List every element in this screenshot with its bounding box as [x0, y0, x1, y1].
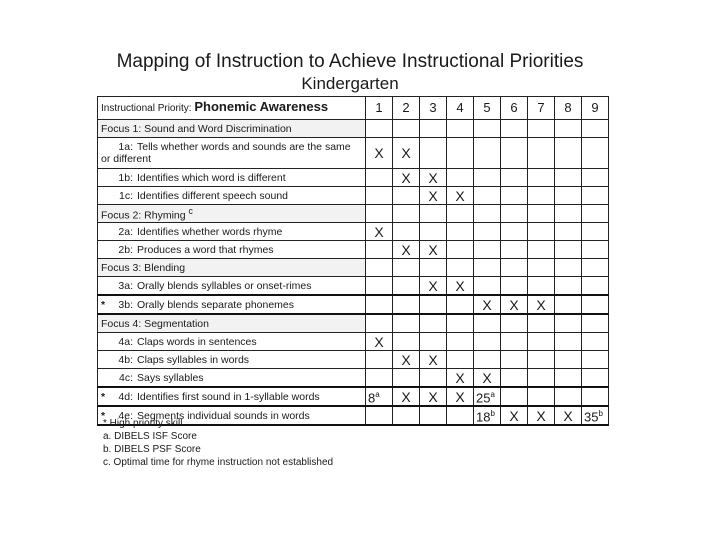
- focus-label-cell: [98, 314, 366, 333]
- x-mark-cell: X: [420, 187, 447, 205]
- x-mark-cell: X: [366, 223, 393, 241]
- x-mark-cell: X: [366, 333, 393, 351]
- empty-cell: [555, 369, 582, 388]
- focus-empty-cell: [501, 314, 528, 333]
- empty-cell: [447, 241, 474, 259]
- empty-cell: [447, 351, 474, 369]
- x-mark-cell: X: [501, 406, 528, 425]
- x-mark-cell: X: [447, 277, 474, 296]
- high-priority-marker: *: [101, 390, 106, 403]
- skill-label-cell: [98, 351, 366, 369]
- column-header-7: 7: [528, 97, 555, 120]
- empty-cell: [474, 187, 501, 205]
- focus-empty-cell: [447, 314, 474, 333]
- focus-empty-cell: [474, 120, 501, 138]
- skill-code: 2b:: [118, 243, 133, 256]
- skill-label-cell: [98, 387, 366, 406]
- empty-cell: [393, 406, 420, 425]
- empty-cell: [474, 223, 501, 241]
- focus-empty-cell: [420, 205, 447, 223]
- focus-empty-cell: [528, 314, 555, 333]
- high-priority-marker: *: [101, 298, 106, 311]
- focus-empty-cell: [528, 205, 555, 223]
- empty-cell: [393, 369, 420, 388]
- empty-cell: [528, 169, 555, 187]
- focus-row: [98, 314, 609, 333]
- skill-label-cell: [98, 369, 366, 388]
- skill-text: Identifies whether words rhyme: [137, 225, 283, 238]
- score-footnote-mark: a: [490, 389, 495, 399]
- focus-empty-cell: [420, 120, 447, 138]
- footnote-line: a. DIBELS ISF Score: [103, 431, 197, 442]
- skill-text: Produces a word that rhymes: [137, 243, 274, 256]
- skill-row-4d: [98, 387, 609, 406]
- column-header-5: 5: [474, 97, 501, 120]
- page-title: Mapping of Instruction to Achieve Instructional Priorities: [116, 51, 584, 72]
- column-header-8: 8: [555, 97, 582, 120]
- skill-code: 1a:: [118, 141, 133, 153]
- focus-row: [98, 205, 609, 223]
- empty-cell: [474, 241, 501, 259]
- focus-label-cell: [98, 120, 366, 138]
- skill-row-1a: [98, 138, 609, 169]
- focus-empty-cell: [393, 120, 420, 138]
- empty-cell: [582, 138, 609, 169]
- x-mark-cell: X: [393, 351, 420, 369]
- skill-text: Identifies which word is different: [137, 171, 286, 184]
- skill-code: 1b:: [118, 171, 133, 184]
- focus-label-cell: [98, 259, 366, 277]
- empty-cell: [366, 295, 393, 314]
- skill-text: Claps words in sentences: [137, 335, 257, 348]
- footnote-line: b. DIBELS PSF Score: [103, 444, 201, 455]
- score-cell: [474, 387, 501, 406]
- focus-empty-cell: [420, 314, 447, 333]
- skill-row-3b: [98, 295, 609, 314]
- empty-cell: [393, 223, 420, 241]
- skill-code: 4d:: [118, 390, 133, 403]
- empty-cell: [501, 187, 528, 205]
- x-mark-cell: X: [474, 369, 501, 388]
- empty-cell: [501, 277, 528, 296]
- x-mark-cell: X: [393, 169, 420, 187]
- x-mark-cell: X: [447, 187, 474, 205]
- focus-empty-cell: [393, 259, 420, 277]
- focus-empty-cell: [555, 120, 582, 138]
- empty-cell: [366, 277, 393, 296]
- focus-empty-cell: [582, 314, 609, 333]
- x-mark-cell: X: [420, 351, 447, 369]
- empty-cell: [366, 351, 393, 369]
- empty-cell: [420, 406, 447, 425]
- empty-cell: [420, 333, 447, 351]
- score-footnote-mark: a: [375, 389, 380, 399]
- column-header-2: 2: [393, 97, 420, 120]
- empty-cell: [582, 169, 609, 187]
- column-header-3: 3: [420, 97, 447, 120]
- x-mark-cell: X: [366, 138, 393, 169]
- empty-cell: [366, 241, 393, 259]
- score-cell: [582, 406, 609, 425]
- priority-label: Instructional Priority:: [101, 103, 192, 114]
- skill-row-2a: [98, 223, 609, 241]
- footnote-line: * High priority skill: [103, 418, 183, 429]
- skill-label-cell: [98, 333, 366, 351]
- empty-cell: [555, 333, 582, 351]
- instruction-mapping-table: [97, 96, 609, 426]
- skill-code: 1c:: [118, 189, 133, 202]
- empty-cell: [366, 369, 393, 388]
- column-header-9: 9: [582, 97, 609, 120]
- skill-text: Claps syllables in words: [137, 353, 250, 366]
- empty-cell: [555, 223, 582, 241]
- skill-code: 4b:: [118, 353, 133, 366]
- skill-row-2b: [98, 241, 609, 259]
- skill-text: Tells whether words and sounds are the same or different: [101, 141, 351, 165]
- column-header-1: 1: [366, 97, 393, 120]
- empty-cell: [447, 333, 474, 351]
- skill-label-cell: [98, 241, 366, 259]
- score-footnote-mark: b: [598, 408, 603, 418]
- focus-label: Focus 4: Segmentation: [101, 317, 209, 330]
- empty-cell: [501, 223, 528, 241]
- empty-cell: [393, 187, 420, 205]
- score-value: 25: [476, 390, 491, 406]
- score-cell: [474, 406, 501, 425]
- empty-cell: [528, 369, 555, 388]
- empty-cell: [555, 277, 582, 296]
- focus-empty-cell: [474, 259, 501, 277]
- empty-cell: [555, 169, 582, 187]
- focus-empty-cell: [366, 314, 393, 333]
- empty-cell: [555, 351, 582, 369]
- empty-cell: [582, 351, 609, 369]
- skill-code: 2a:: [118, 225, 133, 238]
- focus-empty-cell: [474, 205, 501, 223]
- skill-text: Says syllables: [137, 371, 204, 384]
- priority-header-cell: [98, 97, 366, 120]
- empty-cell: [555, 387, 582, 406]
- footnote-line: c. Optimal time for rhyme instruction not established: [103, 457, 334, 468]
- x-mark-cell: X: [447, 387, 474, 406]
- skill-label-cell: [98, 223, 366, 241]
- empty-cell: [393, 333, 420, 351]
- skill-text: Identifies different speech sound: [137, 189, 288, 202]
- empty-cell: [420, 369, 447, 388]
- focus-row: [98, 259, 609, 277]
- focus-empty-cell: [366, 259, 393, 277]
- focus-empty-cell: [366, 120, 393, 138]
- skill-code: 4c:: [118, 371, 133, 384]
- focus-empty-cell: [555, 259, 582, 277]
- x-mark-cell: X: [420, 277, 447, 296]
- column-header-4: 4: [447, 97, 474, 120]
- empty-cell: [501, 351, 528, 369]
- empty-cell: [447, 138, 474, 169]
- skill-label-cell: [98, 138, 366, 169]
- skill-label-cell: [98, 169, 366, 187]
- skill-code: 4a:: [118, 335, 133, 348]
- x-mark-cell: X: [420, 169, 447, 187]
- x-mark-cell: X: [393, 241, 420, 259]
- empty-cell: [366, 187, 393, 205]
- empty-cell: [555, 138, 582, 169]
- header-row: [98, 97, 609, 120]
- empty-cell: [528, 387, 555, 406]
- page-subtitle: Kindergarten: [301, 74, 399, 93]
- focus-empty-cell: [528, 259, 555, 277]
- x-mark-cell: X: [420, 241, 447, 259]
- skill-label-cell: [98, 187, 366, 205]
- empty-cell: [582, 241, 609, 259]
- column-header-6: 6: [501, 97, 528, 120]
- skill-row-1b: [98, 169, 609, 187]
- focus-empty-cell: [501, 259, 528, 277]
- empty-cell: [555, 295, 582, 314]
- x-mark-cell: X: [555, 406, 582, 425]
- focus-empty-cell: [366, 205, 393, 223]
- empty-cell: [366, 406, 393, 425]
- empty-cell: [447, 169, 474, 187]
- empty-cell: [528, 187, 555, 205]
- score-value: 8: [368, 390, 376, 406]
- x-mark-cell: X: [393, 138, 420, 169]
- empty-cell: [528, 138, 555, 169]
- focus-footnote-mark: c: [188, 206, 193, 217]
- focus-label: Focus 3: Blending: [101, 261, 186, 274]
- skill-row-4a: [98, 333, 609, 351]
- focus-empty-cell: [420, 259, 447, 277]
- priority-value: Phonemic Awareness: [194, 99, 329, 114]
- empty-cell: [420, 138, 447, 169]
- skill-row-4c: [98, 369, 609, 388]
- empty-cell: [447, 406, 474, 425]
- empty-cell: [420, 223, 447, 241]
- focus-empty-cell: [393, 314, 420, 333]
- empty-cell: [582, 333, 609, 351]
- empty-cell: [474, 351, 501, 369]
- focus-label: Focus 2: Rhyming: [101, 209, 186, 222]
- skill-text: Orally blends separate phonemes: [137, 298, 295, 311]
- focus-empty-cell: [582, 259, 609, 277]
- empty-cell: [501, 333, 528, 351]
- empty-cell: [528, 223, 555, 241]
- focus-empty-cell: [582, 205, 609, 223]
- high-priority-marker: *: [101, 409, 106, 422]
- skill-label-cell: [98, 277, 366, 296]
- skill-row-1c: [98, 187, 609, 205]
- skill-label-cell: [98, 295, 366, 314]
- x-mark-cell: X: [528, 406, 555, 425]
- x-mark-cell: X: [528, 295, 555, 314]
- empty-cell: [582, 387, 609, 406]
- empty-cell: [501, 369, 528, 388]
- focus-empty-cell: [447, 205, 474, 223]
- empty-cell: [393, 277, 420, 296]
- x-mark-cell: X: [501, 295, 528, 314]
- empty-cell: [474, 333, 501, 351]
- x-mark-cell: X: [447, 369, 474, 388]
- focus-empty-cell: [447, 120, 474, 138]
- x-mark-cell: X: [393, 387, 420, 406]
- skill-text: Segments individual sounds in words: [137, 409, 310, 422]
- x-mark-cell: X: [474, 295, 501, 314]
- empty-cell: [555, 241, 582, 259]
- footnotes: [103, 417, 333, 469]
- empty-cell: [501, 169, 528, 187]
- empty-cell: [582, 277, 609, 296]
- score-value: 18: [476, 409, 491, 425]
- empty-cell: [528, 241, 555, 259]
- focus-empty-cell: [501, 120, 528, 138]
- focus-row: [98, 120, 609, 138]
- skill-text: Identifies first sound in 1-syllable words: [137, 390, 320, 403]
- focus-empty-cell: [555, 205, 582, 223]
- empty-cell: [528, 333, 555, 351]
- score-value: 35: [584, 409, 599, 425]
- empty-cell: [582, 295, 609, 314]
- skill-text: Orally blends syllables or onset-rimes: [137, 279, 312, 292]
- empty-cell: [582, 369, 609, 388]
- empty-cell: [582, 223, 609, 241]
- score-cell: [366, 387, 393, 406]
- empty-cell: [447, 223, 474, 241]
- focus-label-cell: [98, 205, 366, 223]
- focus-empty-cell: [582, 120, 609, 138]
- focus-empty-cell: [501, 205, 528, 223]
- empty-cell: [528, 351, 555, 369]
- skill-row-3a: [98, 277, 609, 296]
- empty-cell: [474, 138, 501, 169]
- empty-cell: [366, 169, 393, 187]
- focus-empty-cell: [447, 259, 474, 277]
- skill-code: 3b:: [118, 298, 133, 311]
- empty-cell: [501, 241, 528, 259]
- empty-cell: [420, 295, 447, 314]
- empty-cell: [555, 187, 582, 205]
- score-footnote-mark: b: [490, 408, 495, 418]
- skill-code: 3a:: [118, 279, 133, 292]
- empty-cell: [528, 277, 555, 296]
- empty-cell: [447, 295, 474, 314]
- focus-empty-cell: [393, 205, 420, 223]
- skill-code: 4e:: [118, 409, 133, 422]
- empty-cell: [474, 277, 501, 296]
- focus-label: Focus 1: Sound and Word Discrimination: [101, 122, 292, 135]
- empty-cell: [501, 138, 528, 169]
- focus-empty-cell: [474, 314, 501, 333]
- empty-cell: [501, 387, 528, 406]
- empty-cell: [582, 187, 609, 205]
- focus-empty-cell: [555, 314, 582, 333]
- focus-empty-cell: [528, 120, 555, 138]
- empty-cell: [474, 169, 501, 187]
- skill-row-4b: [98, 351, 609, 369]
- empty-cell: [393, 295, 420, 314]
- x-mark-cell: X: [420, 387, 447, 406]
